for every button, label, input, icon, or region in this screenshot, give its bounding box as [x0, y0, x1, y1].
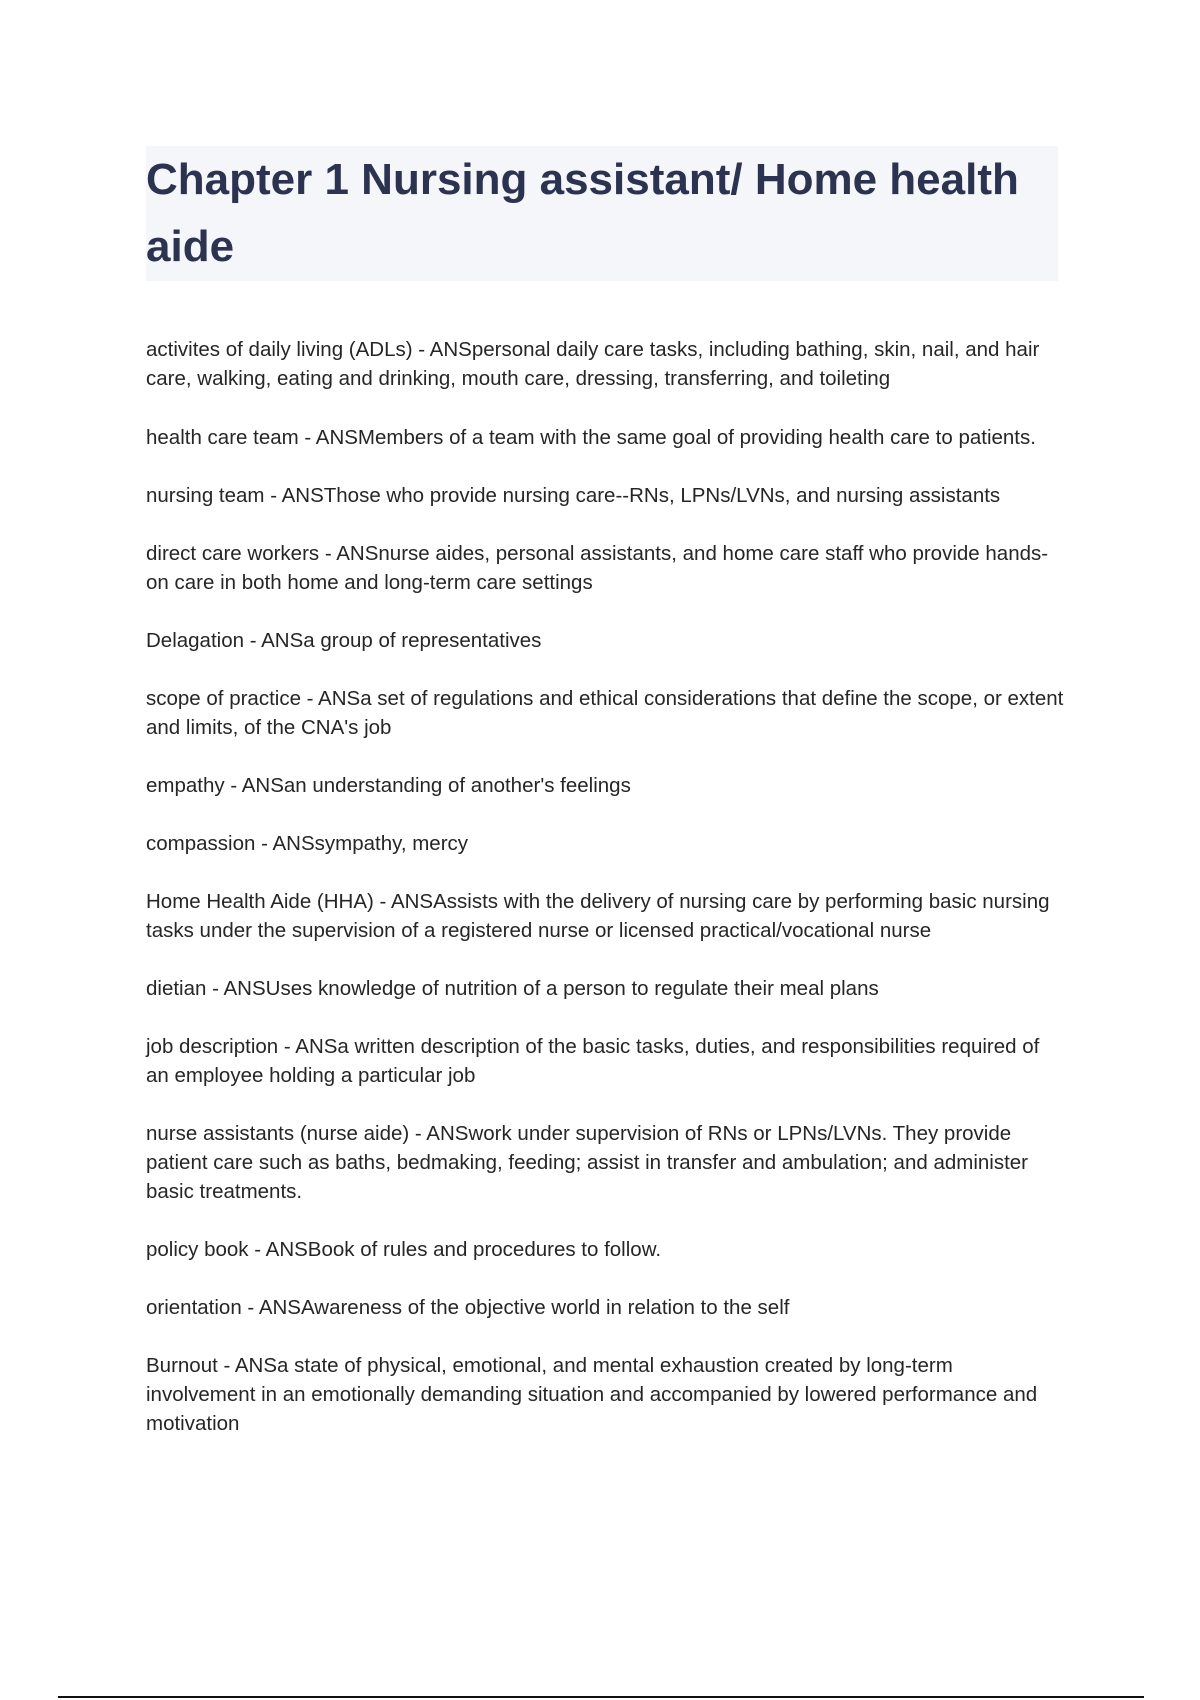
glossary-entry: health care team - ANSMembers of a team with the same goal of providing health care to patients.: [146, 426, 1036, 449]
glossary-entry: compassion - ANSsympathy, mercy: [146, 832, 469, 855]
glossary-entry: scope of practice - ANSa set of regulations and ethical considerations that define the scope, or extent and limits, of the CNA's job: [146, 687, 1064, 739]
glossary-entry: policy book - ANSBook of rules and procedures to follow.: [146, 1238, 662, 1261]
document-title: Chapter 1 Nursing assistant/ Home health aide: [146, 155, 1019, 271]
glossary-entry: activites of daily living (ADLs) - ANSpersonal daily care tasks, including bathing, skin, nail, and hair care, walking, eating and drinking, mouth care, dressing, transferring, and toileting: [146, 338, 1040, 390]
glossary-entry: Home Health Aide (HHA) - ANSAssists with the delivery of nursing care by performing basic nursing tasks under the supervision of a registered nurse or licensed practical/vocational nurse: [146, 890, 1050, 942]
glossary-entry: orientation - ANSAwareness of the objective world in relation to the self: [146, 1296, 790, 1319]
glossary-entry: direct care workers - ANSnurse aides, personal assistants, and home care staff who provide hands-on care in both home and long-term care settings: [146, 542, 1049, 594]
glossary-entry: Burnout - ANSa state of physical, emotional, and mental exhaustion created by long-term involvement in an emotionally demanding situation and accompanied by lowered performance and motivation: [146, 1354, 1038, 1435]
glossary-entry: dietian - ANSUses knowledge of nutrition of a person to regulate their meal plans: [146, 977, 879, 1000]
glossary-entry: empathy - ANSan understanding of another's feelings: [146, 774, 631, 797]
glossary-entry: job description - ANSa written description of the basic tasks, duties, and responsibilities required of an employee holding a particular job: [146, 1035, 1040, 1087]
glossary-entry: nurse assistants (nurse aide) - ANSwork under supervision of RNs or LPNs/LVNs. They provide patient care such as baths, bedmaking, feeding; assist in transfer and ambulation; and administer basic treatments.: [146, 1122, 1029, 1203]
title-banner: [146, 146, 1058, 281]
glossary-entry: Delagation - ANSa group of representatives: [146, 629, 542, 652]
page-bottom-rule: [58, 1696, 1144, 1698]
glossary-entry: nursing team - ANSThose who provide nursing care--RNs, LPNs/LVNs, and nursing assistants: [146, 484, 1001, 507]
glossary-list: [146, 335, 1066, 1467]
